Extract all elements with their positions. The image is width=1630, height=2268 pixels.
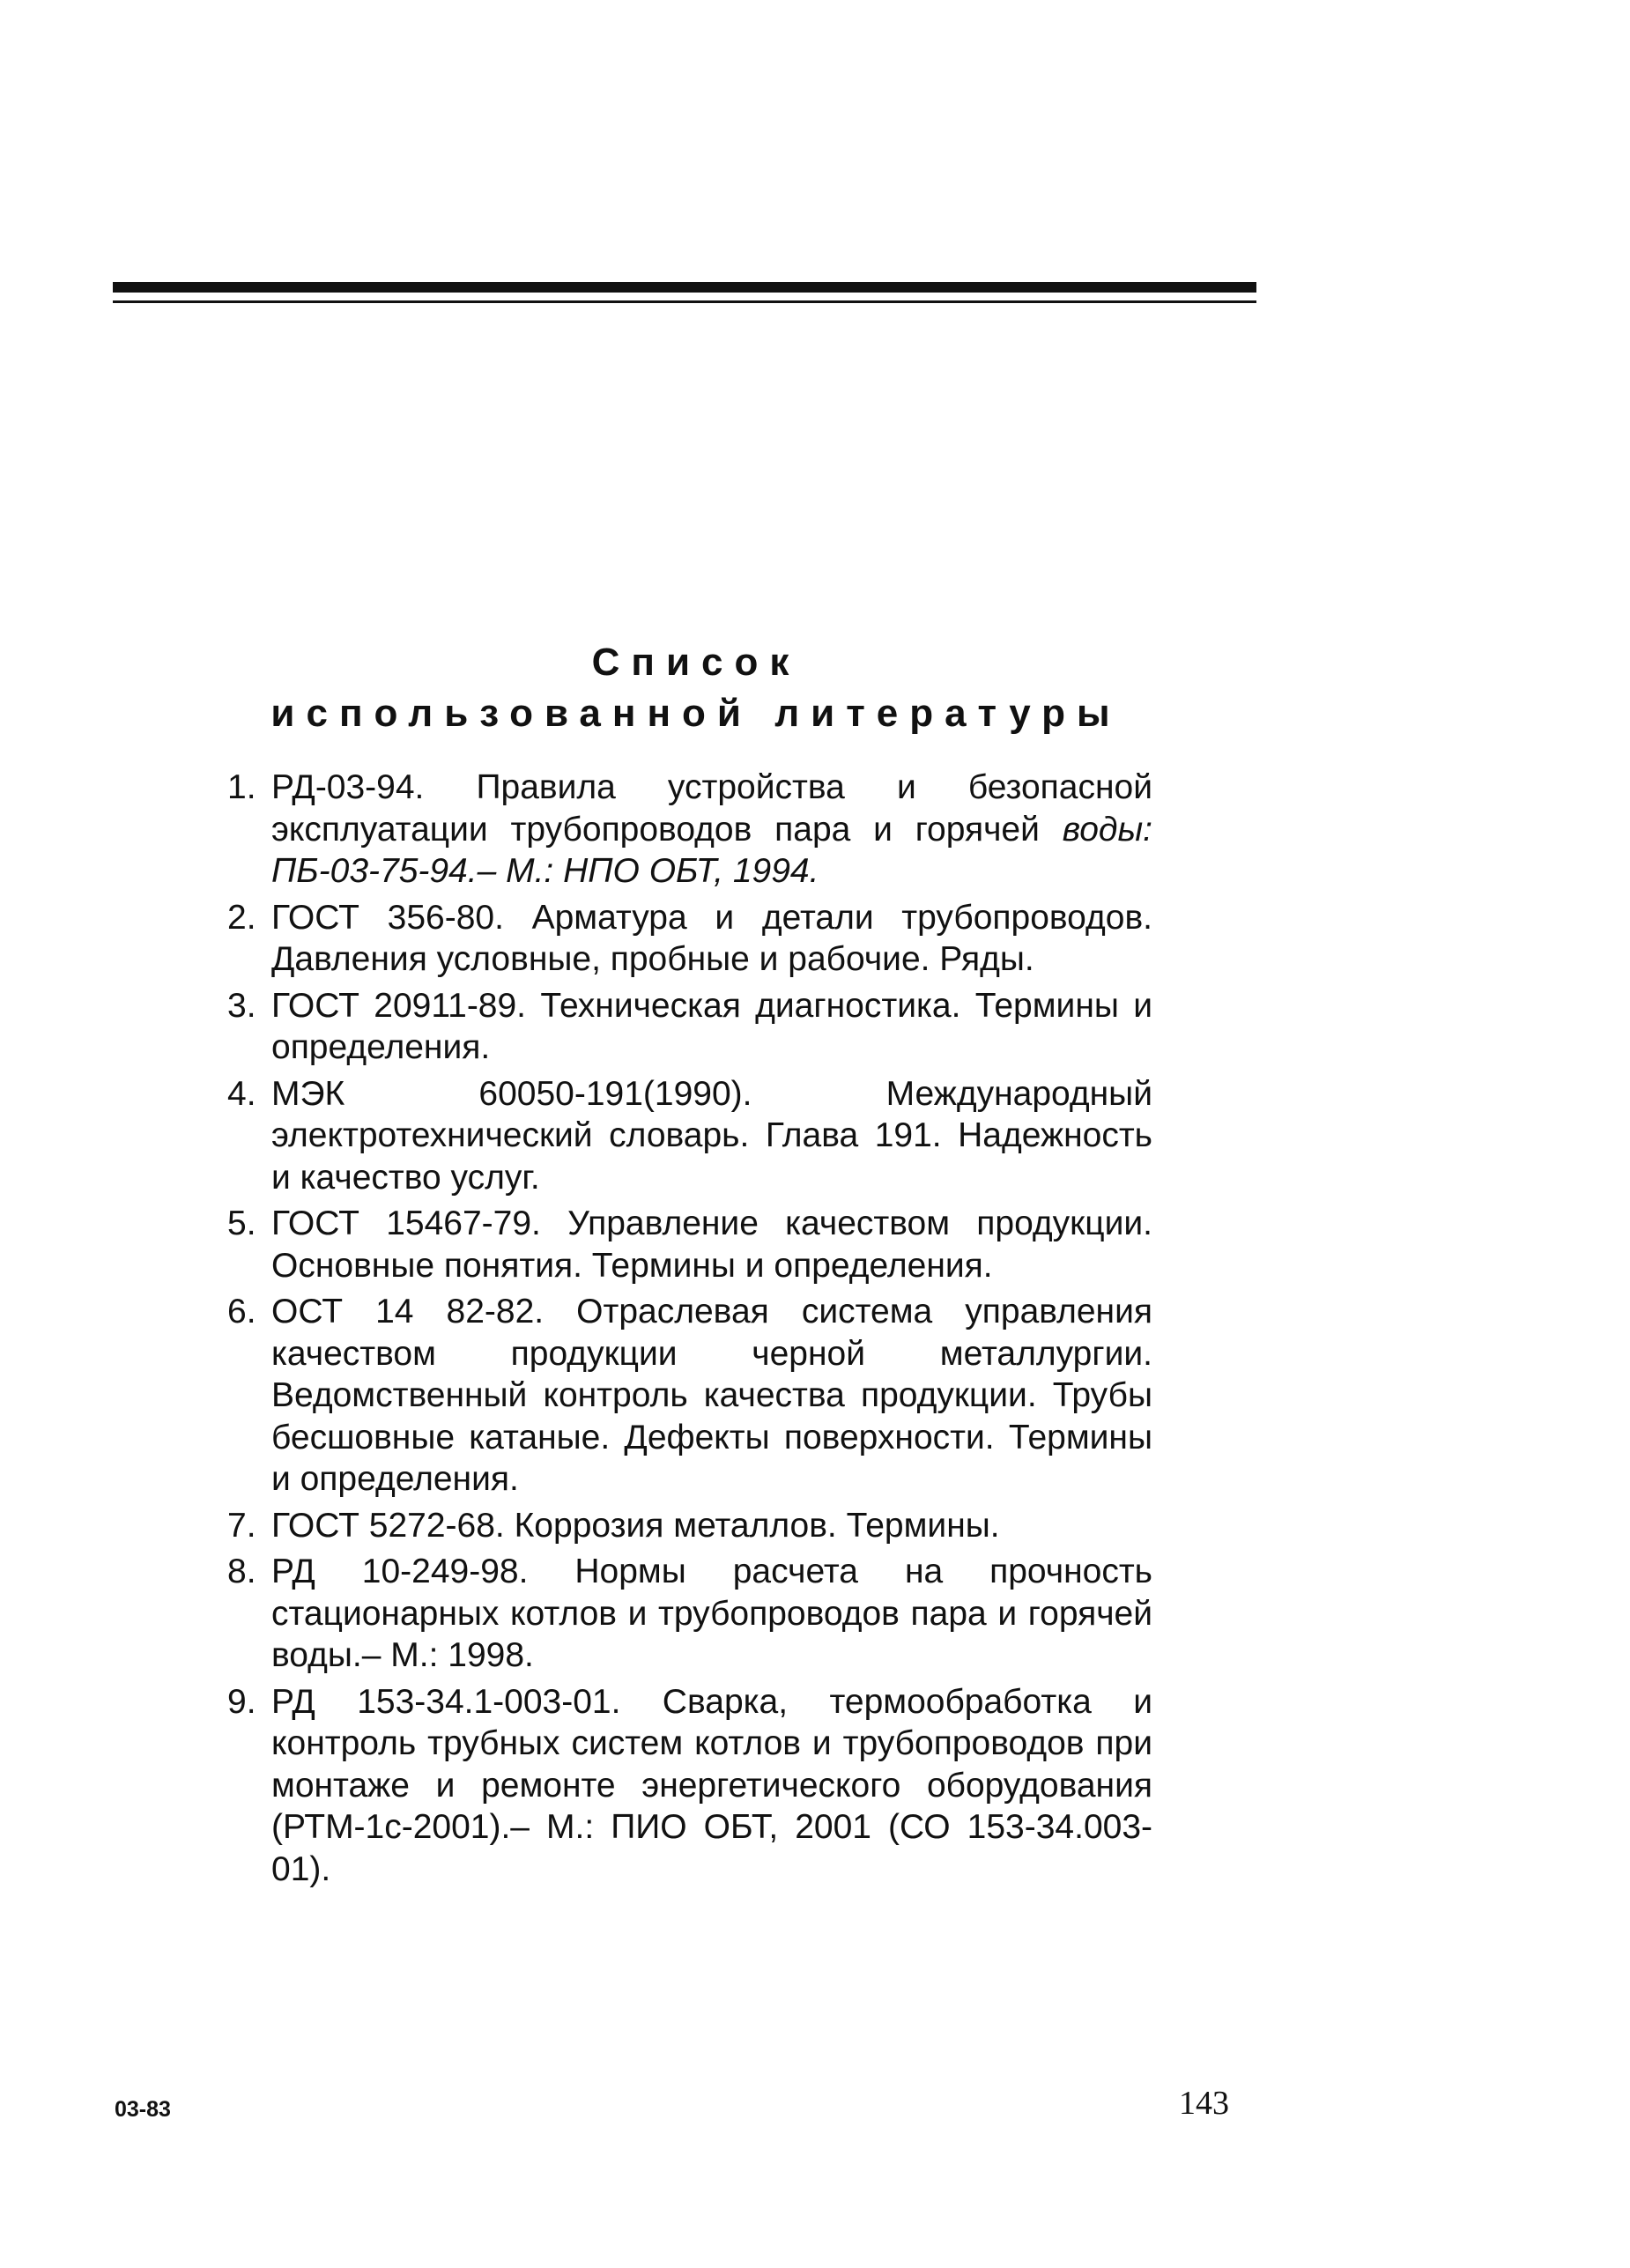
- reference-text: РД-03-94. Правила устройства и безопасной эксплуатации трубопроводов пара и горячей воды: ПБ-03-75-94.– М.: НПО ОБТ, 1994.: [271, 768, 1152, 890]
- header-rule-thin: [113, 300, 1256, 303]
- reference-text: ГОСТ 356-80. Арматура и детали трубопроводов. Давления условные, пробные и рабочие. Ряды.: [271, 898, 1152, 978]
- footer-document-code: 03-83: [115, 2097, 171, 2122]
- reference-list: [227, 767, 1152, 1894]
- reference-text: МЭК 60050-191(1990). Международный электротехнический словарь. Глава 191. Надежность и качество услуг.: [271, 1074, 1152, 1197]
- reference-text: РД 153-34.1-003-01. Сварка, термообработка и контроль трубных систем котлов и трубопроводов при монтаже и ремонте энергетического оборудования (РТМ-1с-2001).– М.: ПИО ОБТ, 2001 (СО 153-34.003-01).: [271, 1682, 1152, 1888]
- header-rule-thick: [113, 282, 1256, 293]
- reference-text: РД 10-249-98. Нормы расчета на прочность стационарных котлов и трубопроводов пара и горячей воды.– М.: 1998.: [271, 1553, 1152, 1674]
- reference-item: [227, 1551, 1152, 1677]
- reference-text: ГОСТ 15467-79. Управление качеством продукции. Основные понятия. Термины и определения.: [271, 1204, 1152, 1285]
- section-title-line-1: Список: [591, 641, 801, 684]
- reference-number: 3.: [227, 986, 256, 1025]
- reference-item: [227, 1291, 1152, 1501]
- reference-item: [227, 1505, 1152, 1547]
- reference-item: [227, 767, 1152, 893]
- reference-text: ГОСТ 20911-89. Техническая диагностика. Термины и определения.: [271, 986, 1152, 1066]
- section-title-line-2: использованной литературы: [270, 692, 1122, 735]
- reference-italic-text: воды: ПБ-03-75-94.– М.: НПО ОБТ, 1994.: [271, 810, 1152, 890]
- reference-item: [227, 1073, 1152, 1199]
- reference-item: [227, 1203, 1152, 1286]
- reference-number: 5.: [227, 1204, 256, 1242]
- reference-number: 7.: [227, 1506, 256, 1545]
- reference-item: [227, 897, 1152, 981]
- reference-item: [227, 985, 1152, 1069]
- reference-number: 6.: [227, 1293, 256, 1330]
- reference-number: 2.: [227, 898, 256, 937]
- reference-number: 4.: [227, 1074, 256, 1113]
- reference-text: ОСТ 14 82-82. Отраслевая система управления качеством продукции черной металлургии. Ведомственный контроль качества продукции. Трубы бесшовные катаные. Дефекты поверхности. Термины и определения.: [271, 1293, 1152, 1498]
- reference-number: 8.: [227, 1553, 256, 1590]
- reference-item: [227, 1681, 1152, 1891]
- reference-text: ГОСТ 5272-68. Коррозия металлов. Термины.: [271, 1506, 1000, 1545]
- page-number: 143: [1179, 2085, 1229, 2122]
- reference-number: 9.: [227, 1682, 256, 1721]
- reference-number: 1.: [227, 768, 256, 806]
